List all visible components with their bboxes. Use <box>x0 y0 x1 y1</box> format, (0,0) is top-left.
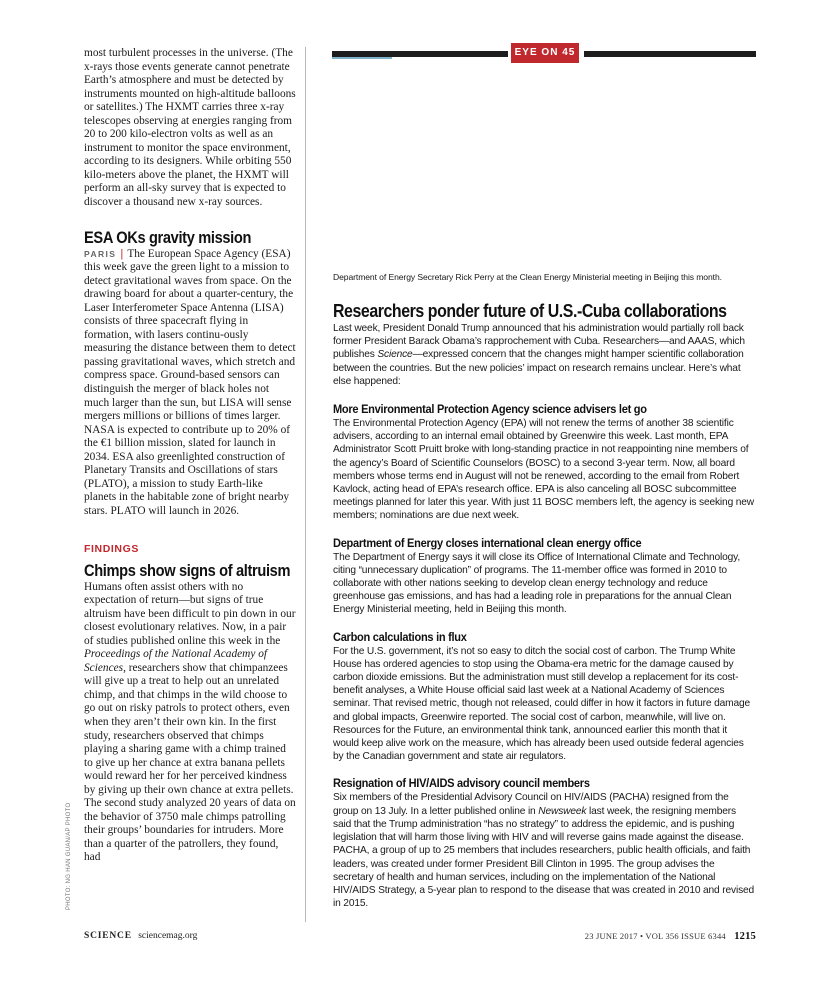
photo-credit: PHOTO: NG HAN GUAN/AP PHOTO <box>66 802 72 910</box>
footer-left <box>84 931 197 941</box>
page-number: 1215 <box>734 931 756 942</box>
hiv-body-part2: last week, the resigning members said that the Trump administration “has no strategy” to address the epidemic, and is pushing legislation that will harm those living with HIV and will reverse gains made against the disease. PACHA, a group of up to 25 members that includes researchers, public health officials, and faith leaders, was created under former President Bill Clinton in 1995. The group advises the secretary of health and human services, including on the implementation of the National HIV/AIDS Strategy, a 5-year plan to respond to the disease that was created in 2010 and revised in 2015. <box>333 805 755 910</box>
footer-brand: SCIENCE <box>84 931 132 941</box>
section-label-findings: FINDINGS <box>84 542 139 555</box>
carbon-body: For the U.S. government, it’s not so easy to ditch the social cost of carbon. The Trump White House has ordered agencies to stop using the Obama-era metric for the damage caused by carbon dioxide emissions. But the administration must still develop a replacement for its cost-benefit analyses, a White House official said last week at a National Academy of Sciences seminar. That revised metric, though not released, could differ in how it factors in future damage and global impacts, Greenwire reported. The social cost of carbon, meanwhile, will live on. Resources for the Future, an environmental think tank, announced earlier this month that it would keep alive work on the measure, which has already been used outside federal agencies by the Canadian government and state air regulators. <box>333 645 750 763</box>
esa-paragraph <box>84 248 296 519</box>
main-heading: Researchers ponder future of U.S.-Cuba collaborations <box>333 300 727 321</box>
eye-on-45-badge: EYE ON 45 <box>511 43 579 63</box>
epa-body: The Environmental Protection Agency (EPA) will not renew the terms of another 38 scientific advisers, according to an internal email obtained by Greenwire this week. Last month, EPA Administrator Scott Pruitt broke with long-standing practice in not reappointing nine members of the agency’s Board of Scientific Counselors (BOSC) to a second 3-year term. Now, all board members whose terms end in August will not be renewed, according to the email from Robert Kavlock, acting head of EPA’s research office. EPA is also canceling all BOSC subcommittee meetings planned for later this year. With just 11 BOSC members left, the agency is seeking new members; nominations are due next week. <box>333 418 755 522</box>
epa-heading: More Environmental Protection Agency science advisers let go <box>333 402 647 417</box>
doe-heading: Department of Energy closes international clean energy office <box>333 535 642 550</box>
hiv-body-part1: Six members of the Presidential Advisory Council on HIV/AIDS (PACHA) resigned from the group on 13 July. In a letter published online in <box>333 792 729 817</box>
footer-right <box>585 931 756 942</box>
esa-heading: ESA OKs gravity mission <box>84 227 252 247</box>
carbon-heading: Carbon calculations in flux <box>333 629 467 644</box>
intro-paragraph-right <box>333 322 755 388</box>
doe-body: The Department of Energy says it will close its Office of International Climate and Technology, citing “unnecessary duplication” of programs. The 11-member office was formed in 2010 to collaborate with other nations seeking to develop clean energy technology and reduce greenhouse gas emissions, and has had a leading role in preparations for the annual Clean Energy Ministerial meeting, held in Beijing this month. <box>333 551 741 616</box>
photo-caption: Department of Energy Secretary Rick Perry at the Clean Energy Ministerial meeting in Beijing this month. <box>333 272 722 282</box>
hiv-heading: Resignation of HIV/AIDS advisory council members <box>333 776 590 791</box>
intro-paragraph: most turbulent processes in the universe. (The x-rays those events generate cannot penetrate Earth’s atmosphere and must be detected by instruments mounted on high-altitude balloons or satellites.) The HXMT carries three x-ray telescopes observing at energies ranging from 20 to 200 kilo-electron volts as well as an instrument to monitor the space environment, according to its designers. While orbiting 550 kilo-meters above the planet, the HXMT will perform an all-sky survey that is expected to discover a thousand new x-ray sources. <box>84 47 296 209</box>
intro-part2: —expressed concern that the changes might hamper scientific collaboration between the countries. But the new policies’ impact on research remains unclear. Here’s what else happened: <box>333 349 744 387</box>
footer-issue: 23 JUNE 2017 • VOL 356 ISSUE 6344 <box>584 931 726 941</box>
intro-part1: Last week, President Donald Trump announced that his administration would partially roll back former President Barack Obama’s rapprochement with Cuba. Researchers—and AAAS, which publishes <box>333 323 745 361</box>
dateline: PARIS <box>84 248 117 259</box>
findings-body-part1: Humans often assist others with no expectation of return—but signs of true altruism have been difficult to pin down in our closest evolutionary relatives. Now, in a pair of studies published online this week in the <box>84 580 296 647</box>
right-column <box>333 300 755 910</box>
findings-paragraph <box>84 581 296 865</box>
left-column <box>84 47 296 865</box>
column-divider <box>305 47 306 922</box>
journal-title: Proceedings of the National Academy of Sciences <box>84 648 268 674</box>
dateline-separator: | <box>120 247 124 260</box>
photo <box>332 64 756 262</box>
footer-site: sciencemag.org <box>138 931 198 941</box>
top-rule-right <box>584 51 756 57</box>
top-rule-accent <box>332 57 392 59</box>
science-title: Science <box>377 349 413 361</box>
findings-heading: Chimps show signs of altruism <box>84 560 291 580</box>
hiv-body <box>333 791 755 910</box>
newsweek-title: Newsweek <box>538 805 587 817</box>
esa-body: The European Space Agency (ESA) this week gave the green light to a mission to detect gravitational waves from space. On the drawing board for about a quarter-century, the Laser Interferometer Space Antenna (LISA) consists of three spacecraft flying in formation, with lasers continu-ously measuring the distance between them to detect passing gravitational waves, which stretch and compress space. Ground-based sensors can distinguish the merger of black holes not much larger than the sun, but LISA will sense mergers millions or billions of times larger. NASA is expected to contribute up to 20% of the €1 billion mission, slated for launch in 2034. ESA also greenlighted construction of Planetary Transits and Oscillations of stars (PLATO), a mission to study Earth-like planets in the habitable zone of bright nearby stars. PLATO will launch in 2026. <box>84 247 296 517</box>
findings-body-part2: , researchers show that chimpanzees will give up a treat to help out an unrelated chimp, and that chimps in the wild choose to go out on risky patrols to protect others, even when they aren’t their own kin. In the first study, researchers observed that chimps playing a sharing game with a chimp trained to give up her chance at extra banana pellets would reward her for her perceived kindness by giving up their own chance at extra pellets. The second study analyzed 20 years of data on the behavior of 3750 male chimps patrolling their groups’ boundaries for intruders. More than a quarter of the patrollers, they found, had <box>84 661 296 864</box>
